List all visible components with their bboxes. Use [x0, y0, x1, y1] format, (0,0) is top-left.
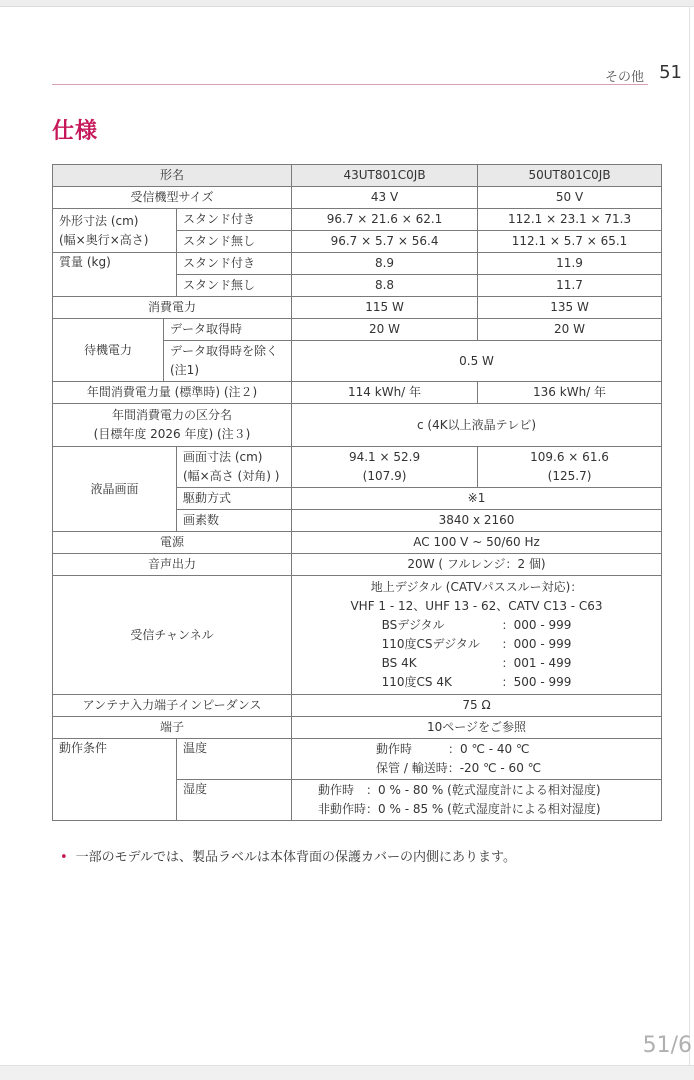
table-row: 音声出力 20W ( フルレンジ：2 個) — [53, 554, 662, 576]
table-row: 電源 AC 100 V ~ 50/60 Hz — [53, 532, 662, 554]
table-row: スタンド無し 8.8 11.7 — [53, 275, 662, 297]
page-counter: 51/6 — [642, 1033, 692, 1058]
viewer-top-bar — [0, 0, 694, 7]
table-row: 受信チャンネル 地上デジタル (CATVパススルー対応)： VHF 1 - 12、UHF 13 - 62、CATV C13 - C63 BSデジタル ：000 - 999 110度CSデジタル ：000 - 999 BS 4K ：001 - 499 110度CS 4K ：500 - 999 — [53, 576, 662, 695]
table-row: アンテナ入力端子インピーダンス 75 Ω — [53, 695, 662, 717]
running-header — [52, 62, 682, 86]
table-row: 動作条件 温度 動作時 ：0 ℃ - 40 ℃ 保管 / 輸送時：-20 ℃ - 60 ℃ — [53, 739, 662, 780]
header-label: 形名 — [53, 165, 292, 187]
footnote: • 一部のモデルでは、製品ラベルは本体背面の保護カバーの内側にあります。 — [60, 850, 516, 865]
scrollbar-track[interactable] — [689, 6, 690, 1066]
table-row: 駆動方式 ※1 — [53, 488, 662, 510]
header-rule — [52, 84, 648, 85]
model-b: 50UT801C0JB — [478, 165, 662, 187]
page-number: 51 — [659, 62, 682, 83]
table-row: 画素数 3840 x 2160 — [53, 510, 662, 532]
table-row: 年間消費電力量 (標準時) (注２) 114 kWh/ 年 136 kWh/ 年 — [53, 382, 662, 404]
table-row: 湿度 動作時 ：0 % - 80 % (乾式湿度計による相対湿度) 非動作時：0 % - 85 % (乾式湿度計による相対湿度) — [53, 780, 662, 821]
table-header-row — [53, 165, 662, 187]
page-title: 仕様 — [52, 119, 99, 144]
table-row: 消費電力 115 W 135 W — [53, 297, 662, 319]
table-row: 年間消費電力の区分名 (目標年度 2026 年度) (注３) c (4K以上液晶テレビ) — [53, 404, 662, 447]
viewer-bottom-bar — [0, 1065, 694, 1080]
model-a: 43UT801C0JB — [292, 165, 478, 187]
table-row: 端子 10ページをご参照 — [53, 717, 662, 739]
channel-list: 地上デジタル (CATVパススルー対応)： VHF 1 - 12、UHF 13 - 62、CATV C13 - C63 BSデジタル ：000 - 999 110度CSデジタル ：000 - 999 BS 4K ：001 - 499 110度CS 4K ：500 - 999 — [292, 576, 662, 695]
table-row: 質量 (kg) スタンド付き 8.9 11.9 — [53, 253, 662, 275]
section-label: その他 — [604, 70, 644, 85]
table-row: データ取得時を除く (注1) 0.5 W — [53, 341, 662, 382]
bullet-icon: • — [60, 850, 68, 865]
table-row: 受信機型サイズ 43 V 50 V — [53, 187, 662, 209]
spec-table — [52, 164, 662, 821]
table-row: スタンド無し 96.7 × 5.7 × 56.4 112.1 × 5.7 × 65.1 — [53, 231, 662, 253]
table-row: 待機電力 データ取得時 20 W 20 W — [53, 319, 662, 341]
table-row: 液晶画面 画面寸法 (cm) (幅×高さ (対角) ) 94.1 × 52.9 (107.9) 109.6 × 61.6 (125.7) — [53, 447, 662, 488]
table-row: 外形寸法 (cm) (幅×奥行×高さ) スタンド付き 96.7 × 21.6 × 62.1 112.1 × 23.1 × 71.3 — [53, 209, 662, 231]
